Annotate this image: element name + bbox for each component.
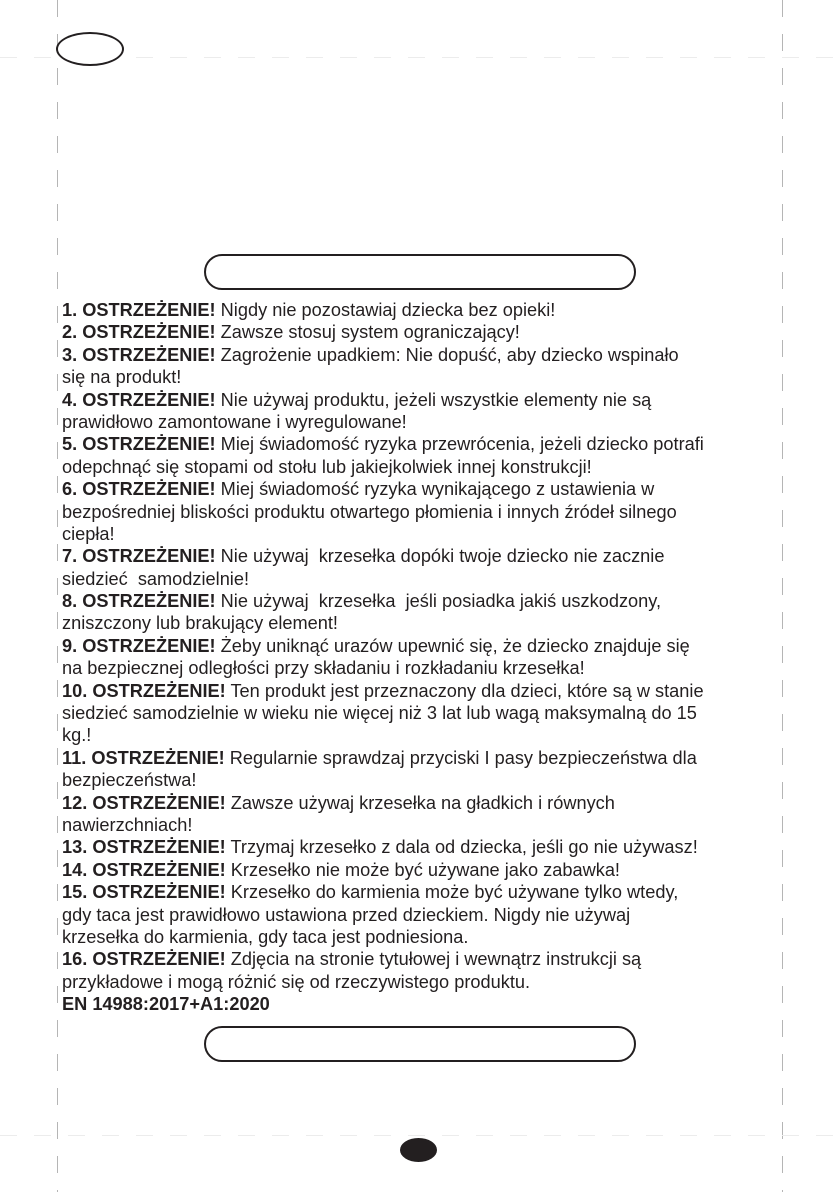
- warning-label: 11. OSTRZEŻENIE!: [62, 747, 225, 768]
- warning-line: [62, 724, 822, 746]
- warning-text: nawierzchniach!: [62, 814, 193, 835]
- warning-label: 16. OSTRZEŻENIE!: [62, 949, 226, 970]
- warning-label: 3. OSTRZEŻENIE!: [62, 344, 216, 365]
- warning-text: gdy taca jest prawidłowo ustawiona przed dzieckiem. Nigdy nie używaj: [62, 904, 631, 925]
- warning-line: [62, 456, 822, 478]
- warning-label: 5. OSTRZEŻENIE!: [62, 434, 216, 455]
- warning-text: Zagrożenie upadkiem: Nie dopuść, aby dziecko wspinało: [220, 344, 679, 365]
- warning-line: [62, 612, 822, 634]
- warning-text: bezpieczeństwa!: [62, 770, 197, 791]
- warning-text: siedzieć samodzielnie!: [62, 568, 250, 589]
- warning-line: [62, 881, 822, 903]
- warning-line: [62, 501, 822, 523]
- warning-line: [62, 433, 822, 455]
- section-title-box-top: [204, 254, 636, 290]
- bottom-crop-guide: [0, 1135, 840, 1136]
- warning-line: [62, 971, 822, 993]
- warning-text: odepchnąć się stopami od stołu lub jakiejkolwiek innej konstrukcji!: [62, 456, 592, 477]
- warning-line: [62, 411, 822, 433]
- warning-line: [62, 904, 822, 926]
- warning-text: krzesełka do karmienia, gdy taca jest podniesiona.: [62, 926, 469, 947]
- page-number-badge: [400, 1138, 437, 1162]
- warning-text: Nigdy nie pozostawiaj dziecka bez opieki!: [220, 300, 556, 320]
- warning-label: 1. OSTRZEŻENIE!: [62, 300, 216, 320]
- warning-item: [62, 545, 822, 590]
- warning-text: Miej świadomość ryzyka wynikającego z ustawienia w: [220, 479, 655, 500]
- warning-text: Nie używaj krzesełka dopóki twoje dziecko nie zacznie: [220, 546, 665, 567]
- warning-label: 4. OSTRZEŻENIE!: [62, 389, 216, 410]
- warning-text: ciepła!: [62, 523, 115, 544]
- warning-text: zniszczony lub brakujący element!: [62, 613, 338, 634]
- warning-item: [62, 590, 822, 635]
- warning-line: [62, 792, 822, 814]
- warning-label: 7. OSTRZEŻENIE!: [62, 546, 216, 567]
- warning-item: [62, 881, 822, 948]
- warning-item: [62, 478, 822, 545]
- warning-line: [62, 321, 822, 343]
- warning-text: przykładowe i mogą różnić się od rzeczywistego produktu.: [62, 971, 531, 992]
- warning-item: [62, 792, 822, 837]
- top-crop-guide: [0, 57, 840, 58]
- warning-line: [62, 747, 822, 769]
- warning-line: [62, 478, 822, 500]
- warning-text: Zdjęcia na stronie tytułowej i wewnątrz instrukcji są: [230, 949, 642, 970]
- warning-line: [62, 836, 822, 858]
- warning-text: Żeby uniknąć urazów upewnić się, że dziecko znajduje się: [220, 635, 690, 656]
- warning-line: [62, 366, 822, 388]
- warning-label: 6. OSTRZEŻENIE!: [62, 479, 216, 500]
- warning-line: [62, 680, 822, 702]
- warning-text: Zawsze używaj krzesełka na gładkich i równych: [230, 792, 615, 813]
- warning-text: Krzesełko do karmienia może być używane tylko wtedy,: [230, 882, 679, 903]
- warning-label: 9. OSTRZEŻENIE!: [62, 635, 216, 656]
- warning-line: [62, 814, 822, 836]
- warning-item: [62, 344, 822, 389]
- warning-text: Ten produkt jest przeznaczony dla dzieci, które są w stanie: [230, 680, 704, 701]
- warning-text: Regularnie sprawdzaj przyciski I pasy bezpieczeństwa dla: [229, 747, 697, 768]
- warning-item: [62, 948, 822, 993]
- warning-text: Miej świadomość ryzyka przewrócenia, jeżeli dziecko potrafi: [220, 434, 704, 455]
- warning-item: [62, 859, 822, 881]
- warning-text: Nie używaj krzesełka jeśli posiadka jakiś uszkodzony,: [220, 591, 662, 612]
- warning-item: [62, 635, 822, 680]
- language-badge: [56, 32, 124, 66]
- warning-line: [62, 769, 822, 791]
- warning-text: Nie używaj produktu, jeżeli wszystkie elementy nie są: [220, 389, 652, 410]
- warning-text: bezpośredniej bliskości produktu otwartego płomienia i innych źródeł silnego: [62, 501, 677, 522]
- warning-text: kg.!: [62, 725, 92, 746]
- warning-line: [62, 635, 822, 657]
- warning-text: się na produkt!: [62, 367, 182, 388]
- warning-text: na bezpiecznej odległości przy składaniu i rozkładaniu krzesełka!: [62, 658, 585, 679]
- warning-text: Zawsze stosuj system ograniczający!: [220, 322, 520, 343]
- warning-line: [62, 389, 822, 411]
- warning-line: [62, 590, 822, 612]
- warning-item: [62, 680, 822, 747]
- warning-label: 15. OSTRZEŻENIE!: [62, 882, 226, 903]
- warning-line: [62, 859, 822, 881]
- warnings-list: [62, 299, 822, 1016]
- warning-line: [62, 926, 822, 948]
- warning-item: [62, 836, 822, 858]
- warning-text: Krzesełko nie może być używane jako zabawka!: [230, 859, 620, 880]
- warning-line: [62, 568, 822, 590]
- warning-item: [62, 299, 822, 321]
- warning-item: [62, 389, 822, 434]
- warning-text: Trzymaj krzesełko z dala od dziecka, jeśli go nie używasz!: [230, 837, 698, 858]
- warning-line: [62, 948, 822, 970]
- warning-label: 2. OSTRZEŻENIE!: [62, 322, 216, 343]
- warning-line: [62, 344, 822, 366]
- warning-line: [62, 657, 822, 679]
- warning-label: 12. OSTRZEŻENIE!: [62, 792, 226, 813]
- section-title-box-bottom: [204, 1026, 636, 1062]
- warning-item: [62, 747, 822, 792]
- warning-line: [62, 523, 822, 545]
- warning-item: [62, 433, 822, 478]
- standard-reference: EN 14988:2017+A1:2020: [62, 994, 270, 1015]
- warning-line: [62, 299, 822, 321]
- warning-line: [62, 545, 822, 567]
- warning-text: prawidłowo zamontowane i wyregulowane!: [62, 411, 407, 432]
- warning-label: 10. OSTRZEŻENIE!: [62, 680, 226, 701]
- warning-label: 13. OSTRZEŻENIE!: [62, 837, 226, 858]
- warning-label: 14. OSTRZEŻENIE!: [62, 859, 226, 880]
- warning-text: siedzieć samodzielnie w wieku nie więcej niż 3 lat lub wagą maksymalną do 15: [62, 703, 697, 724]
- warning-line: [62, 702, 822, 724]
- warning-item: [62, 321, 822, 343]
- warning-label: 8. OSTRZEŻENIE!: [62, 591, 216, 612]
- left-crop-guide: [57, 0, 58, 1192]
